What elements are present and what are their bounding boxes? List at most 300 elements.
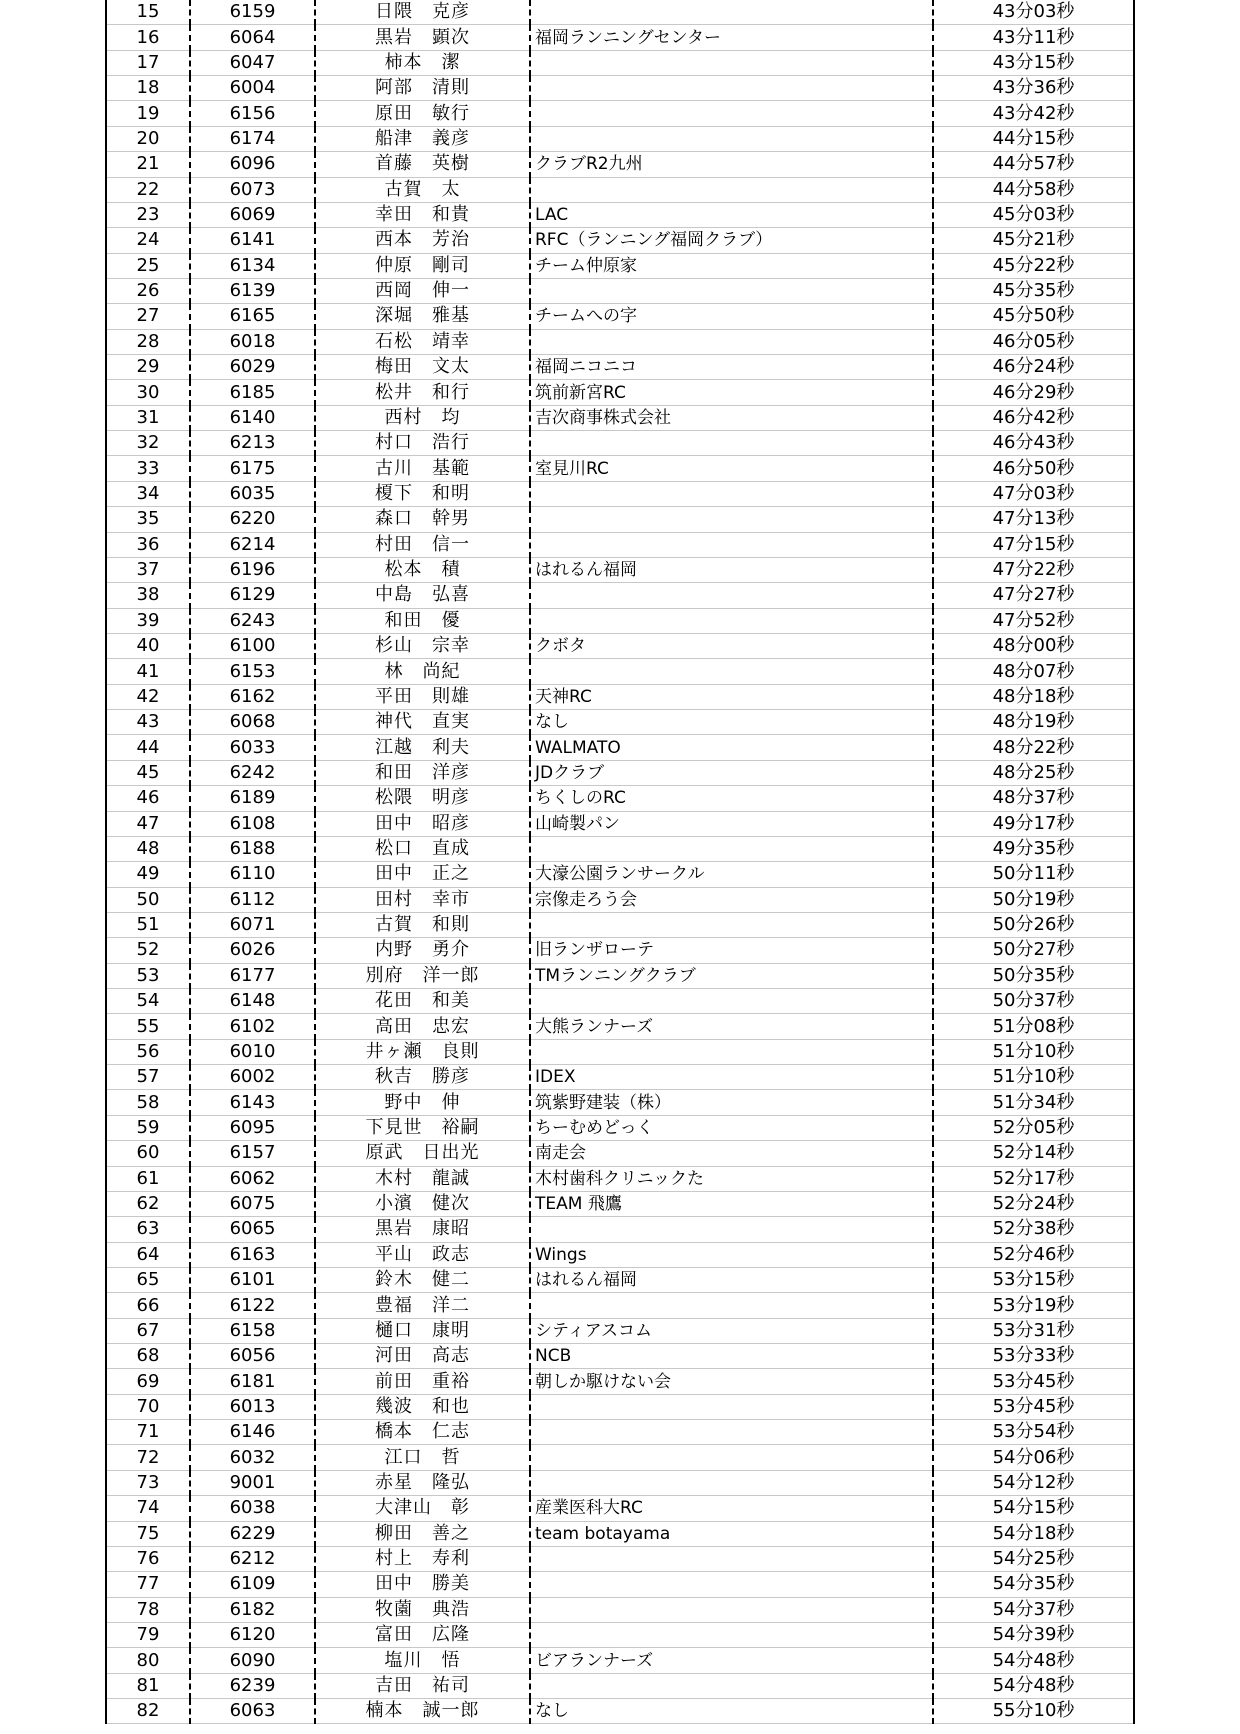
club-name-cell [530, 50, 933, 75]
rank-cell: 65 [106, 1267, 190, 1292]
club-name-cell [530, 912, 933, 937]
club-name-cell [530, 1546, 933, 1571]
runner-name-cell: 幸田 和貴 [315, 202, 530, 227]
rank-cell: 67 [106, 1318, 190, 1343]
runner-name-cell: 西本 芳治 [315, 228, 530, 253]
bib-number-cell: 6212 [190, 1546, 315, 1571]
finish-time-cell: 46分42秒 [933, 405, 1134, 430]
finish-time-cell: 51分10秒 [933, 1039, 1134, 1064]
club-name-cell: Wings [530, 1242, 933, 1267]
club-name-cell [530, 1445, 933, 1470]
club-name-cell: ビアランナーズ [530, 1648, 933, 1673]
runner-name-cell: 神代 直実 [315, 710, 530, 735]
rank-cell: 17 [106, 50, 190, 75]
club-name-cell [530, 989, 933, 1014]
club-name-cell [530, 507, 933, 532]
runner-name-cell: 花田 和美 [315, 989, 530, 1014]
bib-number-cell: 6090 [190, 1648, 315, 1673]
club-name-cell: 筑紫野建装（株） [530, 1090, 933, 1115]
finish-time-cell: 53分31秒 [933, 1318, 1134, 1343]
table-row [106, 1141, 1134, 1166]
rank-cell: 73 [106, 1470, 190, 1495]
rank-cell: 44 [106, 735, 190, 760]
finish-time-cell: 52分17秒 [933, 1166, 1134, 1191]
runner-name-cell: 大津山 彰 [315, 1496, 530, 1521]
table-row [106, 1191, 1134, 1216]
table-row [106, 1242, 1134, 1267]
runner-name-cell: 森口 幹男 [315, 507, 530, 532]
table-row [106, 355, 1134, 380]
finish-time-cell: 44分58秒 [933, 177, 1134, 202]
bib-number-cell: 6146 [190, 1420, 315, 1445]
table-row [106, 304, 1134, 329]
table-row [106, 405, 1134, 430]
finish-time-cell: 46分24秒 [933, 355, 1134, 380]
rank-cell: 74 [106, 1496, 190, 1521]
table-row [106, 456, 1134, 481]
rank-cell: 59 [106, 1115, 190, 1140]
table-row [106, 1039, 1134, 1064]
rank-cell: 45 [106, 760, 190, 785]
bib-number-cell: 6065 [190, 1217, 315, 1242]
finish-time-cell: 50分26秒 [933, 912, 1134, 937]
finish-time-cell: 52分14秒 [933, 1141, 1134, 1166]
finish-time-cell: 50分19秒 [933, 887, 1134, 912]
runner-name-cell: 首藤 英樹 [315, 152, 530, 177]
table-row [106, 1673, 1134, 1698]
rank-cell: 41 [106, 659, 190, 684]
runner-name-cell: 和田 優 [315, 608, 530, 633]
finish-time-cell: 54分48秒 [933, 1648, 1134, 1673]
runner-name-cell: 村口 浩行 [315, 431, 530, 456]
bib-number-cell: 6239 [190, 1673, 315, 1698]
bib-number-cell: 6159 [190, 0, 315, 25]
finish-time-cell: 53分45秒 [933, 1394, 1134, 1419]
runner-name-cell: 深堀 雅基 [315, 304, 530, 329]
runner-name-cell: 江越 利夫 [315, 735, 530, 760]
finish-time-cell: 54分15秒 [933, 1496, 1134, 1521]
runner-name-cell: 日隈 克彦 [315, 0, 530, 25]
bib-number-cell: 6120 [190, 1623, 315, 1648]
table-row [106, 786, 1134, 811]
bib-number-cell: 6163 [190, 1242, 315, 1267]
rank-cell: 21 [106, 152, 190, 177]
runner-name-cell: 村上 寿利 [315, 1546, 530, 1571]
finish-time-cell: 43分15秒 [933, 50, 1134, 75]
rank-cell: 43 [106, 710, 190, 735]
club-name-cell [530, 659, 933, 684]
finish-time-cell: 48分00秒 [933, 633, 1134, 658]
rank-cell: 38 [106, 583, 190, 608]
bib-number-cell: 6213 [190, 431, 315, 456]
bib-number-cell: 6134 [190, 253, 315, 278]
runner-name-cell: 井ヶ瀬 良則 [315, 1039, 530, 1064]
bib-number-cell: 6075 [190, 1191, 315, 1216]
runner-name-cell: 古賀 和則 [315, 912, 530, 937]
club-name-cell [530, 1470, 933, 1495]
table-row [106, 0, 1134, 25]
finish-time-cell: 45分21秒 [933, 228, 1134, 253]
club-name-cell: 大濠公園ランサークル [530, 862, 933, 887]
rank-cell: 71 [106, 1420, 190, 1445]
bib-number-cell: 6139 [190, 278, 315, 303]
runner-name-cell: 田中 正之 [315, 862, 530, 887]
runner-name-cell: 小濱 健次 [315, 1191, 530, 1216]
rank-cell: 54 [106, 989, 190, 1014]
runner-name-cell: 赤星 隆弘 [315, 1470, 530, 1495]
runner-name-cell: 富田 広隆 [315, 1623, 530, 1648]
bib-number-cell: 6243 [190, 608, 315, 633]
table-row [106, 1496, 1134, 1521]
finish-time-cell: 50分27秒 [933, 938, 1134, 963]
bib-number-cell: 6047 [190, 50, 315, 75]
table-row [106, 659, 1134, 684]
table-row [106, 1394, 1134, 1419]
finish-time-cell: 53分54秒 [933, 1420, 1134, 1445]
finish-time-cell: 44分57秒 [933, 152, 1134, 177]
bib-number-cell: 6122 [190, 1293, 315, 1318]
bib-number-cell: 6141 [190, 228, 315, 253]
finish-time-cell: 52分05秒 [933, 1115, 1134, 1140]
runner-name-cell: 船津 義彦 [315, 126, 530, 151]
club-name-cell [530, 583, 933, 608]
finish-time-cell: 51分34秒 [933, 1090, 1134, 1115]
finish-time-cell: 54分25秒 [933, 1546, 1134, 1571]
club-name-cell: 産業医科大RC [530, 1496, 933, 1521]
bib-number-cell: 6165 [190, 304, 315, 329]
finish-time-cell: 54分12秒 [933, 1470, 1134, 1495]
table-row [106, 760, 1134, 785]
runner-name-cell: 林 尚紀 [315, 659, 530, 684]
table-row [106, 1572, 1134, 1597]
table-row [106, 380, 1134, 405]
rank-cell: 36 [106, 532, 190, 557]
rank-cell: 23 [106, 202, 190, 227]
table-row [106, 1014, 1134, 1039]
bib-number-cell: 6004 [190, 76, 315, 101]
table-row [106, 50, 1134, 75]
finish-time-cell: 48分07秒 [933, 659, 1134, 684]
bib-number-cell: 6062 [190, 1166, 315, 1191]
bib-number-cell: 6220 [190, 507, 315, 532]
finish-time-cell: 54分18秒 [933, 1521, 1134, 1546]
bib-number-cell: 6177 [190, 963, 315, 988]
bib-number-cell: 6064 [190, 25, 315, 50]
table-row [106, 1521, 1134, 1546]
runner-name-cell: 松隈 明彦 [315, 786, 530, 811]
club-name-cell: NCB [530, 1344, 933, 1369]
bib-number-cell: 6033 [190, 735, 315, 760]
club-name-cell: TEAM 飛鷹 [530, 1191, 933, 1216]
table-row [106, 278, 1134, 303]
club-name-cell [530, 1420, 933, 1445]
rank-cell: 26 [106, 278, 190, 303]
finish-time-cell: 47分52秒 [933, 608, 1134, 633]
club-name-cell [530, 76, 933, 101]
runner-name-cell: 田中 昭彦 [315, 811, 530, 836]
rank-cell: 52 [106, 938, 190, 963]
table-row [106, 1445, 1134, 1470]
table-row [106, 1623, 1134, 1648]
table-row [106, 938, 1134, 963]
club-name-cell [530, 1293, 933, 1318]
club-name-cell [530, 836, 933, 861]
finish-time-cell: 54分06秒 [933, 1445, 1134, 1470]
rank-cell: 40 [106, 633, 190, 658]
club-name-cell: 大熊ランナーズ [530, 1014, 933, 1039]
club-name-cell [530, 329, 933, 354]
bib-number-cell: 6181 [190, 1369, 315, 1394]
table-row [106, 507, 1134, 532]
table-row [106, 1369, 1134, 1394]
runner-name-cell: 仲原 剛司 [315, 253, 530, 278]
bib-number-cell: 6242 [190, 760, 315, 785]
bib-number-cell: 6214 [190, 532, 315, 557]
bib-number-cell: 6112 [190, 887, 315, 912]
bib-number-cell: 6013 [190, 1394, 315, 1419]
rank-cell: 22 [106, 177, 190, 202]
table-row [106, 1597, 1134, 1622]
bib-number-cell: 6002 [190, 1065, 315, 1090]
table-row [106, 25, 1134, 50]
club-name-cell: ちくしのRC [530, 786, 933, 811]
table-row [106, 1293, 1134, 1318]
finish-time-cell: 48分22秒 [933, 735, 1134, 760]
rank-cell: 39 [106, 608, 190, 633]
rank-cell: 16 [106, 25, 190, 50]
finish-time-cell: 54分35秒 [933, 1572, 1134, 1597]
rank-cell: 60 [106, 1141, 190, 1166]
table-row [106, 684, 1134, 709]
club-name-cell: 天神RC [530, 684, 933, 709]
table-row [106, 1065, 1134, 1090]
finish-time-cell: 48分37秒 [933, 786, 1134, 811]
runner-name-cell: 楠本 誠一郎 [315, 1699, 530, 1724]
club-name-cell: 朝しか駆けない会 [530, 1369, 933, 1394]
table-row [106, 1648, 1134, 1673]
table-row [106, 202, 1134, 227]
rank-cell: 33 [106, 456, 190, 481]
table-row [106, 1470, 1134, 1495]
rank-cell: 27 [106, 304, 190, 329]
rank-cell: 77 [106, 1572, 190, 1597]
bib-number-cell: 6032 [190, 1445, 315, 1470]
rank-cell: 49 [106, 862, 190, 887]
finish-time-cell: 53分45秒 [933, 1369, 1134, 1394]
finish-time-cell: 54分39秒 [933, 1623, 1134, 1648]
club-name-cell: 宗像走ろう会 [530, 887, 933, 912]
table-row [106, 1217, 1134, 1242]
bib-number-cell: 6096 [190, 152, 315, 177]
club-name-cell [530, 481, 933, 506]
runner-name-cell: 平田 則雄 [315, 684, 530, 709]
runner-name-cell: 古賀 太 [315, 177, 530, 202]
table-row [106, 557, 1134, 582]
finish-time-cell: 55分10秒 [933, 1699, 1134, 1724]
runner-name-cell: 中島 弘喜 [315, 583, 530, 608]
rank-cell: 61 [106, 1166, 190, 1191]
bib-number-cell: 6196 [190, 557, 315, 582]
rank-cell: 81 [106, 1673, 190, 1698]
bib-number-cell: 6073 [190, 177, 315, 202]
runner-name-cell: 野中 伸 [315, 1090, 530, 1115]
finish-time-cell: 45分03秒 [933, 202, 1134, 227]
rank-cell: 29 [106, 355, 190, 380]
runner-name-cell: 牧薗 典浩 [315, 1597, 530, 1622]
runner-name-cell: 内野 勇介 [315, 938, 530, 963]
runner-name-cell: 榎下 和明 [315, 481, 530, 506]
runner-name-cell: 柿本 潔 [315, 50, 530, 75]
rank-cell: 31 [106, 405, 190, 430]
club-name-cell [530, 1039, 933, 1064]
finish-time-cell: 54分48秒 [933, 1673, 1134, 1698]
finish-time-cell: 49分35秒 [933, 836, 1134, 861]
finish-time-cell: 47分22秒 [933, 557, 1134, 582]
bib-number-cell: 6174 [190, 126, 315, 151]
club-name-cell [530, 1597, 933, 1622]
club-name-cell: はれるん福岡 [530, 1267, 933, 1292]
rank-cell: 35 [106, 507, 190, 532]
table-row [106, 228, 1134, 253]
club-name-cell: RFC（ランニング福岡クラブ） [530, 228, 933, 253]
finish-time-cell: 52分38秒 [933, 1217, 1134, 1242]
table-row [106, 1420, 1134, 1445]
runner-name-cell: 樋口 康明 [315, 1318, 530, 1343]
club-name-cell: LAC [530, 202, 933, 227]
club-name-cell [530, 0, 933, 25]
finish-time-cell: 45分35秒 [933, 278, 1134, 303]
finish-time-cell: 48分25秒 [933, 760, 1134, 785]
table-row [106, 76, 1134, 101]
rank-cell: 58 [106, 1090, 190, 1115]
rank-cell: 62 [106, 1191, 190, 1216]
club-name-cell [530, 126, 933, 151]
runner-name-cell: 平山 政志 [315, 1242, 530, 1267]
rank-cell: 64 [106, 1242, 190, 1267]
table-row [106, 1546, 1134, 1571]
runner-name-cell: 杉山 宗幸 [315, 633, 530, 658]
bib-number-cell: 6188 [190, 836, 315, 861]
runner-name-cell: 古川 基範 [315, 456, 530, 481]
rank-cell: 82 [106, 1699, 190, 1724]
finish-time-cell: 52分46秒 [933, 1242, 1134, 1267]
finish-time-cell: 53分33秒 [933, 1344, 1134, 1369]
rank-cell: 28 [106, 329, 190, 354]
table-row [106, 1166, 1134, 1191]
finish-time-cell: 47分27秒 [933, 583, 1134, 608]
bib-number-cell: 6018 [190, 329, 315, 354]
finish-time-cell: 53分15秒 [933, 1267, 1134, 1292]
club-name-cell: クボタ [530, 633, 933, 658]
rank-cell: 72 [106, 1445, 190, 1470]
club-name-cell: シティアスコム [530, 1318, 933, 1343]
bib-number-cell: 6069 [190, 202, 315, 227]
finish-time-cell: 44分15秒 [933, 126, 1134, 151]
club-name-cell: 福岡ランニングセンター [530, 25, 933, 50]
bib-number-cell: 6038 [190, 1496, 315, 1521]
bib-number-cell: 6071 [190, 912, 315, 937]
club-name-cell [530, 1673, 933, 1698]
club-name-cell: 木村歯科クリニックた [530, 1166, 933, 1191]
rank-cell: 53 [106, 963, 190, 988]
rank-cell: 80 [106, 1648, 190, 1673]
bib-number-cell: 6109 [190, 1572, 315, 1597]
table-row [106, 912, 1134, 937]
results-table [105, 0, 1135, 1724]
runner-name-cell: 高田 忠宏 [315, 1014, 530, 1039]
table-row [106, 989, 1134, 1014]
bib-number-cell: 6010 [190, 1039, 315, 1064]
bib-number-cell: 6029 [190, 355, 315, 380]
runner-name-cell: 前田 重裕 [315, 1369, 530, 1394]
finish-time-cell: 46分43秒 [933, 431, 1134, 456]
rank-cell: 57 [106, 1065, 190, 1090]
table-row [106, 862, 1134, 887]
table-row [106, 963, 1134, 988]
club-name-cell: WALMATO [530, 735, 933, 760]
bib-number-cell: 6175 [190, 456, 315, 481]
table-row [106, 329, 1134, 354]
runner-name-cell: 黒岩 康昭 [315, 1217, 530, 1242]
finish-time-cell: 45分50秒 [933, 304, 1134, 329]
finish-time-cell: 51分10秒 [933, 1065, 1134, 1090]
rank-cell: 69 [106, 1369, 190, 1394]
club-name-cell: IDEX [530, 1065, 933, 1090]
runner-name-cell: 豊福 洋二 [315, 1293, 530, 1318]
rank-cell: 55 [106, 1014, 190, 1039]
club-name-cell [530, 1394, 933, 1419]
finish-time-cell: 50分35秒 [933, 963, 1134, 988]
runner-name-cell: 田村 幸市 [315, 887, 530, 912]
bib-number-cell: 6156 [190, 101, 315, 126]
table-row [106, 887, 1134, 912]
finish-time-cell: 47分15秒 [933, 532, 1134, 557]
club-name-cell: なし [530, 710, 933, 735]
table-row [106, 811, 1134, 836]
rank-cell: 50 [106, 887, 190, 912]
table-row [106, 481, 1134, 506]
club-name-cell: JDクラブ [530, 760, 933, 785]
table-row [106, 583, 1134, 608]
finish-time-cell: 52分24秒 [933, 1191, 1134, 1216]
club-name-cell: TMランニングクラブ [530, 963, 933, 988]
runner-name-cell: 西岡 伸一 [315, 278, 530, 303]
club-name-cell: チームへの字 [530, 304, 933, 329]
bib-number-cell: 6182 [190, 1597, 315, 1622]
club-name-cell [530, 101, 933, 126]
finish-time-cell: 53分19秒 [933, 1293, 1134, 1318]
runner-name-cell: 橋本 仁志 [315, 1420, 530, 1445]
rank-cell: 30 [106, 380, 190, 405]
club-name-cell [530, 278, 933, 303]
runner-name-cell: 幾波 和也 [315, 1394, 530, 1419]
club-name-cell: クラブR2九州 [530, 152, 933, 177]
club-name-cell [530, 1623, 933, 1648]
finish-time-cell: 48分19秒 [933, 710, 1134, 735]
table-row [106, 1115, 1134, 1140]
rank-cell: 15 [106, 0, 190, 25]
finish-time-cell: 47分13秒 [933, 507, 1134, 532]
finish-time-cell: 51分08秒 [933, 1014, 1134, 1039]
club-name-cell: 吉次商事株式会社 [530, 405, 933, 430]
club-name-cell: 山崎製パン [530, 811, 933, 836]
runner-name-cell: 阿部 清則 [315, 76, 530, 101]
rank-cell: 20 [106, 126, 190, 151]
table-row [106, 1090, 1134, 1115]
finish-time-cell: 50分37秒 [933, 989, 1134, 1014]
runner-name-cell: 松井 和行 [315, 380, 530, 405]
runner-name-cell: 梅田 文太 [315, 355, 530, 380]
